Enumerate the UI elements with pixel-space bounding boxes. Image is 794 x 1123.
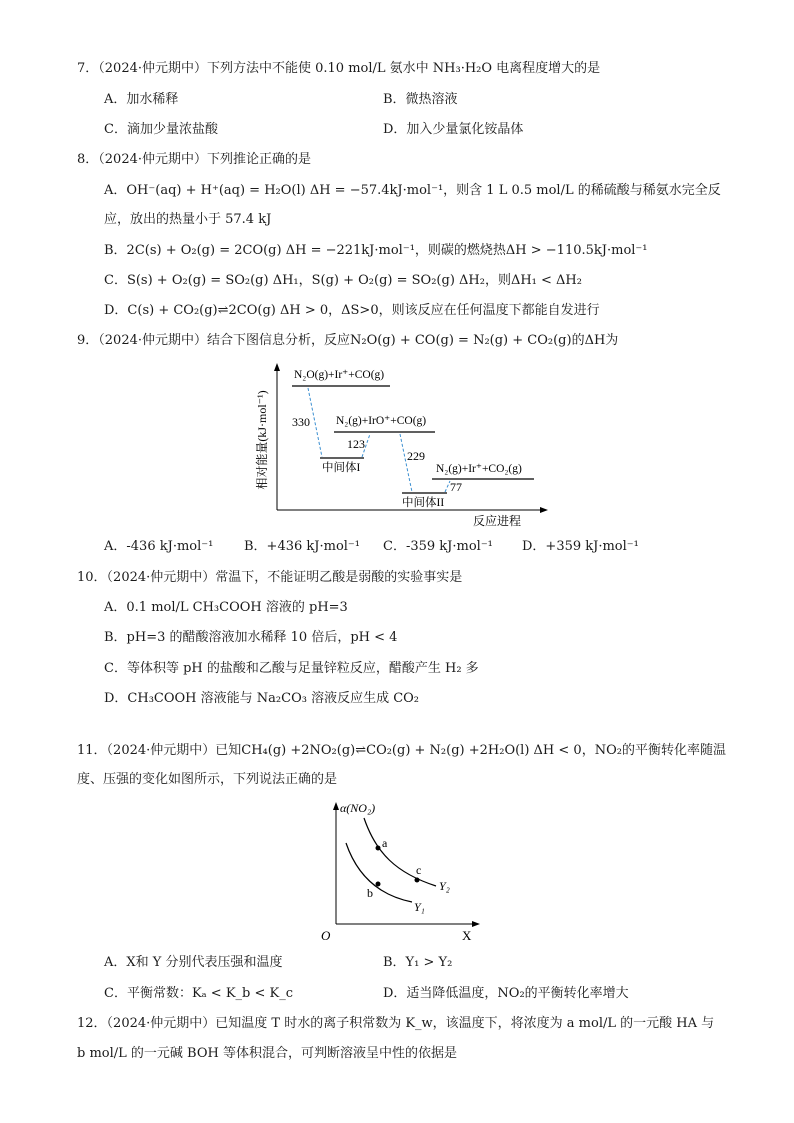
q8-option-c: C．S(s) + O₂(g) = SO₂(g) ΔH₁，S(g) + O₂(g) = SO₂(g) ΔH₂，则ΔH₁ < ΔH₂ (104, 273, 582, 288)
q7-option-b: B．微热溶液 (383, 92, 458, 107)
q10-option-d: D．CH₃COOH 溶液能与 Na₂CO₃ 溶液反应生成 CO₂ (104, 691, 420, 706)
q8-option-a-line2: 应，放出的热量小于 57.4 kJ (104, 212, 272, 227)
int1-label: 中间体I (322, 462, 361, 474)
q12-stem-line1: 12．（2024·仲元期中）已知温度 T 时水的离子积常数为 K_w，该温度下，将浓度为 a mol/L 的一元酸 HA 与 (77, 1016, 715, 1031)
connector-1 (308, 388, 322, 457)
point-a-label: a (382, 836, 388, 850)
q11-option-b: B．Y₁ > Y₂ (383, 955, 453, 970)
energy-diagram (252, 360, 552, 532)
q11-option-a: A．X和 Y 分别代表压强和温度 (104, 955, 283, 970)
conv-y-arrow (333, 802, 339, 810)
q8-option-d: D．C(s) + CO₂(g)⇌2CO(g) ΔH > 0，ΔS>0，则该反应在任何温度下都能自发进行 (104, 303, 600, 318)
q11-option-d: D．适当降低温度，NO₂的平衡转化率增大 (383, 986, 629, 1001)
point-c (415, 878, 420, 883)
energy-123: 123 (347, 437, 365, 451)
int2-label: 中间体II (402, 497, 445, 509)
q12-stem-line2: b mol/L 的一元碱 BOH 等体积混合，可判断溶液呈中性的依据是 (77, 1046, 457, 1061)
energy-y-arrow (274, 363, 280, 371)
energy-77: 77 (450, 480, 462, 494)
energy-229: 229 (407, 449, 425, 463)
conversion-graph (316, 798, 486, 944)
energy-330: 330 (292, 415, 310, 429)
q10-option-c: C．等体积等 pH 的盐酸和乙酸与足量锌粒反应，醋酸产生 H₂ 多 (104, 661, 479, 676)
q8-option-b: B．2C(s) + O₂(g) = 2CO(g) ΔH = −221kJ·mol⁻¹，则碳的燃烧热ΔH > −110.5kJ·mol⁻¹ (104, 243, 648, 258)
q10-stem: 10．（2024·仲元期中）常温下，不能证明乙酸是弱酸的实验事实是 (77, 570, 463, 585)
y1-label: Y₁ (414, 900, 425, 914)
energy-x-label: 反应进程 (472, 514, 522, 528)
q7-option-a: A．加水稀释 (104, 92, 179, 107)
q7-option-d: D．加入少量氯化铵晶体 (383, 122, 524, 137)
conv-x-label: X (462, 928, 472, 943)
q8-stem: 8．（2024·仲元期中）下列推论正确的是 (77, 152, 311, 167)
point-b (376, 882, 381, 887)
q7-option-c: C．滴加少量浓盐酸 (104, 122, 218, 137)
y2-label: Y₂ (439, 879, 450, 893)
curve-y2 (364, 818, 436, 886)
q11-stem-line1: 11．（2024·仲元期中）已知CH₄(g) +2NO₂(g)⇌CO₂(g) + N₂(g) +2H₂O(l) ΔH < 0，NO₂的平衡转化率随温 (77, 743, 726, 758)
q11-stem-line2: 度、压强的变化如图所示，下列说法正确的是 (77, 772, 338, 787)
point-b-label: b (367, 886, 373, 900)
q9-option-b: B．+436 kJ·mol⁻¹ (244, 539, 360, 554)
q10-option-a: A．0.1 mol/L CH₃COOH 溶液的 pH=3 (104, 600, 348, 615)
conv-x-arrow (472, 921, 480, 927)
level-products-label: N₂(g)+Ir⁺+CO₂(g) (436, 463, 522, 475)
q9-option-a: A．-436 kJ·mol⁻¹ (104, 539, 214, 554)
point-a (376, 846, 381, 851)
point-c-label: c (416, 863, 422, 877)
q11-option-c: C．平衡常数：Kₐ < K_b < K_c (104, 986, 294, 1001)
energy-x-arrow (540, 507, 548, 513)
conv-y-label: α(NO₂) (340, 801, 376, 815)
conv-origin: O (321, 928, 331, 943)
curve-y1 (346, 843, 412, 902)
q9-option-c: C．-359 kJ·mol⁻¹ (383, 539, 493, 554)
q9-stem: 9．（2024·仲元期中）结合下图信息分析，反应N₂O(g) + CO(g) = N₂(g) + CO₂(g)的ΔH为 (77, 333, 619, 348)
level-reactants-label: N₂O(g)+Ir⁺+CO(g) (294, 369, 385, 381)
level-middle-label: N₂(g)+IrO⁺+CO(g) (336, 415, 427, 427)
q7-stem: 7．（2024·仲元期中）下列方法中不能使 0.10 mol/L 氨水中 NH₃·H₂O 电离程度增大的是 (77, 61, 601, 76)
connector-3 (400, 434, 412, 492)
energy-y-label: 相对能量(kJ·mol⁻¹) (255, 390, 269, 490)
q8-option-a-line1: A．OH⁻(aq) + H⁺(aq) = H₂O(l) ΔH = −57.4kJ·mol⁻¹，则含 1 L 0.5 mol/L 的稀硫酸与稀氨水完全反 (104, 183, 721, 198)
q9-option-d: D．+359 kJ·mol⁻¹ (522, 539, 639, 554)
q10-option-b: B．pH=3 的醋酸溶液加水稀释 10 倍后，pH < 4 (104, 630, 398, 645)
